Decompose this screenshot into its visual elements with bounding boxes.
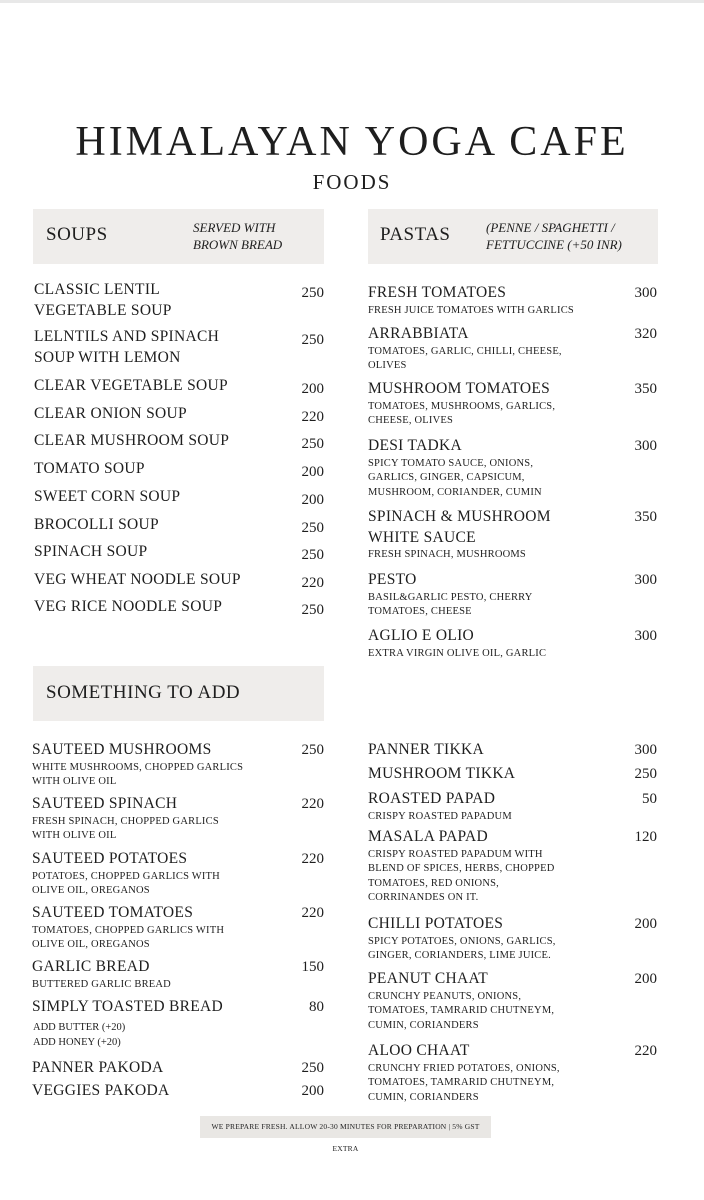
menu-item <box>34 459 324 480</box>
item-price: 200 <box>301 492 324 508</box>
menu-item <box>34 376 324 397</box>
item-name: ALOO CHAAT <box>368 1042 470 1059</box>
item-price: 220 <box>301 851 324 867</box>
addons-list <box>33 1021 263 1050</box>
item-name: SPINACH SOUP <box>34 543 148 560</box>
menu-item <box>32 740 324 790</box>
item-name: AGLIO E OLIO <box>368 627 475 644</box>
item-price: 300 <box>634 438 657 454</box>
item-name: VEG RICE NOODLE SOUP <box>34 598 223 615</box>
menu-item <box>34 431 324 452</box>
item-name: MUSHROOM TIKKA <box>368 765 516 782</box>
item-name: ARRABBIATA <box>368 325 469 342</box>
add-heading: SOMETHING TO ADD <box>46 682 241 703</box>
item-description: FRESH SPINACH, CHOPPED GARLICS WITH OLIVE OIL <box>32 815 219 841</box>
item-price: 120 <box>634 829 657 845</box>
item-price: 250 <box>301 332 324 348</box>
item-price: 50 <box>642 791 657 807</box>
menu-item <box>368 827 657 906</box>
item-description: TOMATOES, MUSHROOMS, GARLICS, CHEESE, OLIVES <box>368 400 556 426</box>
menu-item <box>368 507 657 563</box>
page-subtitle: FOODS <box>312 170 392 194</box>
addon-honey: ADD HONEY (+20) <box>33 1036 121 1048</box>
menu-item <box>368 789 657 824</box>
pastas-heading: PASTAS <box>380 224 451 245</box>
item-price: 250 <box>301 742 324 758</box>
item-description: WHITE MUSHROOMS, CHOPPED GARLICS WITH OLIVE OIL <box>32 761 244 787</box>
item-name: BROCOLLI SOUP <box>34 516 159 533</box>
soups-header <box>33 209 324 264</box>
item-price: 350 <box>634 509 657 525</box>
item-name: PESTO <box>368 571 417 588</box>
menu-item <box>368 436 657 500</box>
menu-item <box>34 327 324 368</box>
addon-butter: ADD BUTTER (+20) <box>33 1022 126 1033</box>
item-name: PEANUT CHAAT <box>368 970 489 987</box>
add-header <box>33 666 324 721</box>
item-name: CLEAR ONION SOUP <box>34 405 187 422</box>
item-name: CLEAR VEGETABLE SOUP <box>34 377 228 394</box>
item-name: CHILLI POTATOES <box>368 915 504 932</box>
item-price: 200 <box>634 971 657 987</box>
menu-item <box>34 280 324 321</box>
soups-note: SERVED WITH BROWN BREAD <box>193 220 283 252</box>
item-name: GARLIC BREAD <box>32 958 150 975</box>
menu-item <box>32 794 324 844</box>
menu-item <box>32 957 324 992</box>
item-description: TOMATOES, CHOPPED GARLICS WITH OLIVE OIL, OREGANOS <box>32 924 225 950</box>
item-name: LELNTILS AND SPINACH SOUP WITH LEMON <box>34 328 220 366</box>
footer-note: WE PREPARE FRESH. ALLOW 20-30 MINUTES FOR PREPARATION | 5% GST EXTRA <box>200 1116 491 1138</box>
menu-item <box>32 903 324 953</box>
menu-item <box>368 570 657 620</box>
menu-item <box>34 487 324 508</box>
item-name: FRESH TOMATOES <box>368 284 507 301</box>
item-description: FRESH JUICE TOMATOES WITH GARLICS <box>368 304 574 316</box>
menu-item <box>34 597 324 618</box>
soups-heading: SOUPS <box>46 224 108 245</box>
menu-item <box>368 626 657 661</box>
pastas-header <box>368 209 658 264</box>
item-description: CRUNCHY FRIED POTATOES, ONIONS, TOMATOES, TAMRARID CHUTNEYM, CUMIN, CORIANDERS <box>368 1062 560 1103</box>
item-price: 250 <box>301 602 324 618</box>
item-price: 220 <box>301 905 324 921</box>
item-name: TOMATO SOUP <box>34 460 145 477</box>
item-price: 250 <box>301 547 324 563</box>
item-price: 200 <box>301 464 324 480</box>
menu-item <box>32 997 324 1018</box>
item-price: 320 <box>634 326 657 342</box>
item-price: 300 <box>634 742 657 758</box>
item-description: FRESH SPINACH, MUSHROOMS <box>368 549 526 560</box>
menu-item <box>368 914 657 964</box>
item-name: SAUTEED SPINACH <box>32 795 178 812</box>
item-name: VEG WHEAT NOODLE SOUP <box>34 571 241 588</box>
menu-item <box>32 1058 324 1079</box>
item-name: SWEET CORN SOUP <box>34 488 181 505</box>
item-description: TOMATOES, GARLIC, CHILLI, CHEESE, OLIVES <box>368 345 562 371</box>
item-name: CLASSIC LENTIL VEGETABLE SOUP <box>34 281 172 319</box>
menu-item <box>368 969 657 1033</box>
item-name: SAUTEED MUSHROOMS <box>32 741 212 758</box>
item-description: SPICY TOMATO SAUCE, ONIONS, GARLICS, GINGER, CAPSICUM, MUSHROOM, CORIANDER, CUMIN <box>368 457 542 498</box>
item-price: 220 <box>634 1043 657 1059</box>
item-name: CLEAR MUSHROOM SOUP <box>34 432 230 449</box>
item-price: 220 <box>301 575 324 591</box>
item-price: 350 <box>634 381 657 397</box>
page-title: HIMALAYAN YOGA CAFE <box>75 119 629 165</box>
item-price: 250 <box>634 766 657 782</box>
menu-item <box>368 379 657 429</box>
item-price: 250 <box>301 436 324 452</box>
item-description: SPICY POTATOES, ONIONS, GARLICS, GINGER, CORIANDERS, LIME JUICE. <box>368 935 556 961</box>
pastas-note: (PENNE / SPAGHETTI / FETTUCCINE (+50 INR) <box>486 220 622 252</box>
item-name: SIMPLY TOASTED BREAD <box>32 998 224 1015</box>
item-name: SAUTEED TOMATOES <box>32 904 194 921</box>
menu-item <box>32 849 324 899</box>
item-description: BUTTERED GARLIC BREAD <box>32 978 171 990</box>
item-description: CRUNCHY PEANUTS, ONIONS, TOMATOES, TAMRARID CHUTNEYM, CUMIN, CORIANDERS <box>368 990 555 1031</box>
menu-item <box>368 764 657 785</box>
menu-item <box>34 515 324 536</box>
item-price: 80 <box>309 999 324 1015</box>
item-description: EXTRA VIRGIN OLIVE OIL, GARLIC <box>368 647 547 659</box>
item-price: 200 <box>301 1083 324 1099</box>
item-price: 150 <box>301 959 324 975</box>
item-price: 250 <box>301 1060 324 1076</box>
item-name: MUSHROOM TOMATOES <box>368 380 551 397</box>
item-name: SAUTEED POTATOES <box>32 850 188 867</box>
item-price: 250 <box>301 520 324 536</box>
item-price: 300 <box>634 285 657 301</box>
item-price: 300 <box>634 572 657 588</box>
menu-item <box>368 324 657 374</box>
item-name: ROASTED PAPAD <box>368 790 496 807</box>
item-name: PANNER TIKKA <box>368 741 484 758</box>
item-description: BASIL&GARLIC PESTO, CHERRY TOMATOES, CHEESE <box>368 591 533 617</box>
item-price: 220 <box>301 796 324 812</box>
item-name: DESI TADKA <box>368 437 463 454</box>
item-name: PANNER PAKODA <box>32 1059 164 1076</box>
menu-item <box>32 1081 324 1102</box>
item-price: 250 <box>301 285 324 301</box>
item-description: POTATOES, CHOPPED GARLICS WITH OLIVE OIL, OREGANOS <box>32 870 220 896</box>
item-price: 200 <box>301 381 324 397</box>
item-price: 220 <box>301 409 324 425</box>
menu-item <box>34 542 324 563</box>
menu-item <box>34 404 324 425</box>
item-description: CRISPY ROASTED PAPADUM <box>368 810 512 822</box>
item-price: 300 <box>634 628 657 644</box>
menu-item <box>368 283 657 318</box>
item-name: SPINACH & MUSHROOM WHITE SAUCE <box>368 508 551 546</box>
item-description: CRISPY ROASTED PAPADUM WITH BLEND OF SPICES, HERBS, CHOPPED TOMATOES, RED ONIONS, CORRINANDES ON IT. <box>368 848 555 903</box>
item-name: VEGGIES PAKODA <box>32 1082 170 1099</box>
menu-item <box>34 570 324 591</box>
menu-item <box>368 740 657 761</box>
top-divider <box>0 0 704 3</box>
item-price: 200 <box>634 916 657 932</box>
item-name: MASALA PAPAD <box>368 828 489 845</box>
menu-item <box>368 1041 657 1105</box>
